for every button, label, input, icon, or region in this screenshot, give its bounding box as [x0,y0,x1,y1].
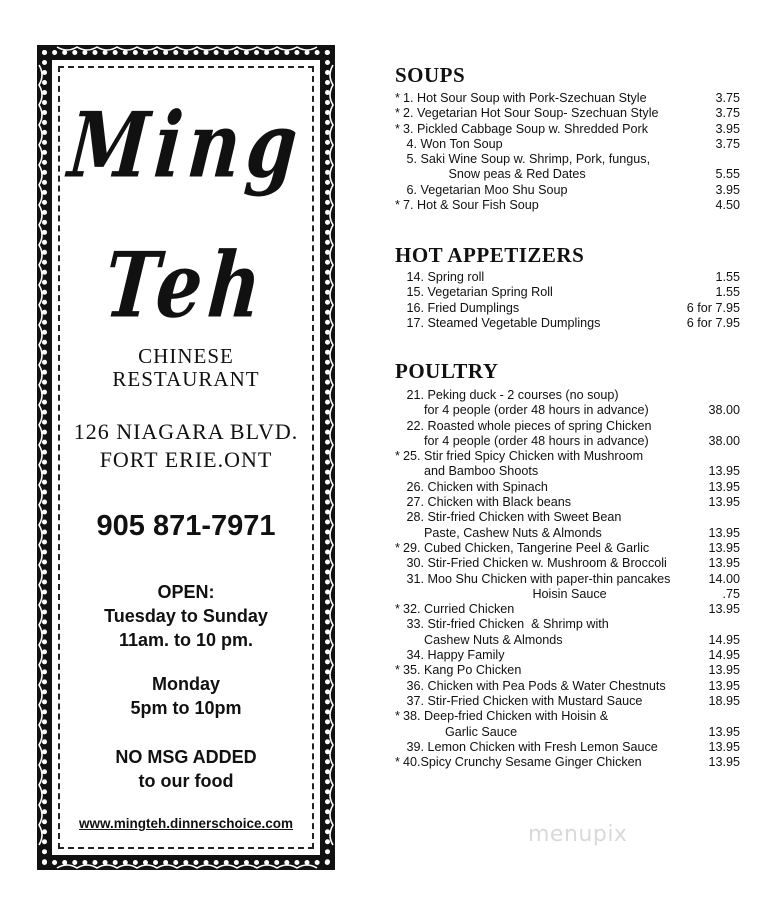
spicy-marker [395,556,403,571]
open-label: OPEN: [157,582,215,602]
menu-item [395,510,740,525]
menu-item [395,91,740,106]
menu-item [395,270,740,285]
menupix-watermark: menupix [528,822,628,847]
menu-item [395,388,740,403]
poultry-section [395,358,740,770]
menu-item-price: 5.55 [715,167,740,182]
spicy-marker [395,152,403,167]
menu-item-description: 3. Pickled Cabbage Soup w. Shredded Pork [403,121,649,136]
menu-item-price: 6 for 7.95 [686,300,740,315]
menu-item [395,285,740,300]
spicy-marker [395,388,403,403]
menu-item-price: 18.95 [708,693,740,708]
menu-item-price: 3.95 [715,182,740,197]
appetizers-items [395,270,740,331]
restaurant-info-panel [37,45,335,870]
menu-item-price: 14.00 [708,571,740,586]
menu-item-price: 13.95 [708,479,740,494]
no-msg-line1: NO MSG ADDED [115,747,257,767]
menu-item-description: 35. Kang Po Chicken [403,663,522,678]
menu-item-price [672,709,740,724]
menu-item-description: 32. Curried Chicken [403,602,515,617]
section-title-poultry: POULTRY [395,359,499,383]
spicy-marker: * [395,91,400,105]
menu-item-description: and Bamboo Shoots [403,464,539,479]
spicy-marker [395,740,403,755]
menu-item [395,301,740,316]
spicy-marker [395,183,403,198]
menu-item-description: 4. Won Ton Soup [403,136,503,151]
section-title-appetizers: HOT APPETIZERS [395,243,585,267]
menu-item [395,122,740,137]
menu-item [395,198,740,213]
spicy-marker [395,316,403,331]
menu-item-price: 13.95 [708,755,740,770]
menu-item-price: 13.95 [708,663,740,678]
poultry-items [395,388,740,770]
menu-item-price: 3.95 [715,121,740,136]
spicy-marker: * [395,602,400,617]
menu-item-description: 1. Hot Sour Soup with Pork-Szechuan Style [403,91,647,105]
spicy-marker: * [395,121,400,136]
spicy-marker [395,587,403,602]
menu-item-price: 13.95 [708,540,740,555]
menu-item-description: 27. Chicken with Black beans [403,495,572,510]
spicy-marker [395,434,403,449]
menu-item-description: 26. Chicken with Spinach [403,479,548,494]
spicy-marker: * [395,198,400,213]
website-link[interactable]: www.mingteh.dinnerschoice.com [78,816,294,831]
monday-time: 5pm to 10pm [130,698,242,718]
menu-item-price: 13.95 [708,525,740,540]
no-msg-line2: to our food [138,771,234,791]
address-street: 126 NIAGARA BLVD. [73,419,299,444]
spicy-marker [395,285,403,300]
menu-item [395,617,740,632]
monday-label: Monday [151,674,220,694]
menu-item-description: 25. Stir fried Spicy Chicken with Mushroom [403,449,644,464]
spicy-marker [395,633,403,648]
spicy-marker [395,137,403,152]
menu-item-description: 30. Stir-Fried Chicken w. Mushroom & Broccoli [403,556,667,571]
logo-ming: Ming [64,91,308,198]
menu-item-price: 13.95 [708,739,740,754]
menu-item-description: 2. Vegetarian Hot Sour Soup- Szechuan Style [403,106,659,121]
menu-item-description: 6. Vegetarian Moo Shu Soup [403,182,568,197]
menu-item-description: 29. Cubed Chicken, Tangerine Peel & Garlic [403,540,650,555]
soups-items [395,91,740,213]
soups-section [395,62,740,213]
menu-item-description: 37. Stir-Fried Chicken with Mustard Sauce [403,693,643,708]
menu-item [395,316,740,331]
menu-item [395,648,740,663]
menu-item-price: 6 for 7.95 [686,315,740,330]
menu-item [395,602,740,617]
spicy-marker: * [395,755,400,770]
menu-item-price: 3.75 [715,106,740,121]
open-days: Tuesday to Sunday [104,606,268,626]
menu-item-price: 13.95 [708,678,740,693]
menu-item-description: 34. Happy Family [403,648,505,663]
menu-item-description: Snow peas & Red Dates [403,167,586,182]
spicy-marker [395,403,403,418]
spicy-marker: * [395,663,400,678]
spicy-marker [395,270,403,285]
menu-item [395,679,740,694]
menu-item [395,403,740,418]
menu-item-description: 16. Fried Dumplings [403,300,520,315]
subtitle-restaurant: RESTAURANT [112,367,260,391]
menu-item-description: 31. Moo Shu Chicken with paper-thin pancakes [403,571,671,586]
menu-item [395,419,740,434]
menu-item-price: 13.95 [708,602,740,617]
menu-item-price: 1.55 [715,285,740,300]
spicy-marker [395,301,403,316]
menu-item-price: 14.95 [708,648,740,663]
spicy-marker [395,526,403,541]
menu-item-description: 39. Lemon Chicken with Fresh Lemon Sauce [403,739,658,754]
menu-item-price: 13.95 [708,556,740,571]
menu-item [395,572,740,587]
spicy-marker [395,167,403,182]
menu-item-description: 22. Roasted whole pieces of spring Chicken [403,418,652,433]
menu-item-price [672,449,740,464]
menu-item [395,449,740,464]
menu-item-description: 5. Saki Wine Soup w. Shrimp, Pork, fungus, [403,152,651,167]
menu-item-description: for 4 people (order 48 hours in advance) [403,403,649,418]
open-time: 11am. to 10 pm. [118,630,254,650]
spicy-marker [395,572,403,587]
menu-item [395,725,740,740]
menu-item-price: 38.00 [708,403,740,418]
spicy-marker [395,419,403,434]
menu-item-description: 7. Hot & Sour Fish Soup [403,198,539,213]
menu-item-description: 33. Stir-fried Chicken & Shrimp with [403,617,609,632]
menu-item [395,556,740,571]
menu-item-price [672,388,740,403]
menu-item [395,541,740,556]
menu-item [395,663,740,678]
menu-item [395,709,740,724]
menu-item-price [672,617,740,632]
menu-item-description: 28. Stir-fried Chicken with Sweet Bean [403,510,622,525]
menu-item-price: 1.55 [715,270,740,284]
menu-item-price: 3.75 [715,136,740,151]
menu-item [395,526,740,541]
menu-item-description: 14. Spring roll [403,270,485,284]
menu-item [395,137,740,152]
menu-item [395,464,740,479]
menu-item [395,755,740,770]
menu-item-price [672,152,740,167]
menu-item [395,495,740,510]
spicy-marker [395,694,403,709]
menu-item [395,633,740,648]
menu-item [395,106,740,121]
menu-item-description: 21. Peking duck - 2 courses (no soup) [403,388,619,402]
menu-item [395,167,740,182]
menu-item-description: Garlic Sauce [403,724,518,739]
menu-item-description: 15. Vegetarian Spring Roll [403,285,553,300]
appetizers-section [395,242,740,331]
menu-item [395,694,740,709]
spicy-marker [395,480,403,495]
menu-item [395,434,740,449]
phone-number: 905 871-7971 [96,510,276,542]
menu-item-price: .75 [722,586,740,601]
menu-item-price: 4.50 [715,198,740,213]
spicy-marker [395,510,403,525]
menu-item-description: 40.Spicy Crunchy Sesame Ginger Chicken [403,755,642,770]
menu-item-price: 3.75 [715,91,740,105]
spicy-marker: * [395,709,400,724]
spicy-marker [395,648,403,663]
menu-item [395,587,740,602]
logo-teh: Teh [100,231,272,338]
menu-item-description: 38. Deep-fried Chicken with Hoisin & [403,709,609,724]
spicy-marker: * [395,540,400,555]
menu-item-description: Paste, Cashew Nuts & Almonds [403,525,602,540]
menu-item-price: 13.95 [708,495,740,510]
menu-item-description: 17. Steamed Vegetable Dumplings [403,315,601,330]
menu-item [395,480,740,495]
menu-item-description: 36. Chicken with Pea Pods & Water Chestnuts [403,678,666,693]
spicy-marker: * [395,106,400,121]
menu-item-price: 14.95 [708,632,740,647]
menu-item-price [672,419,740,434]
spicy-marker [395,464,403,479]
menu-item-price [672,510,740,525]
spicy-marker [395,495,403,510]
menu-item-price: 38.00 [708,433,740,448]
menu-item [395,152,740,167]
menu-item [395,183,740,198]
address-city: FORT ERIE.ONT [99,447,273,472]
menu-item-description: Hoisin Sauce [403,586,607,601]
menu-item-description: Cashew Nuts & Almonds [403,632,563,647]
menu-item [395,740,740,755]
spicy-marker [395,679,403,694]
menu-item-price: 13.95 [708,724,740,739]
section-title-soups: SOUPS [395,63,466,87]
menu-item-price: 13.95 [708,464,740,479]
spicy-marker: * [395,449,400,464]
spicy-marker [395,617,403,632]
subtitle-chinese: CHINESE [138,344,234,368]
spicy-marker [395,725,403,740]
menu-item-description: for 4 people (order 48 hours in advance) [403,433,649,448]
